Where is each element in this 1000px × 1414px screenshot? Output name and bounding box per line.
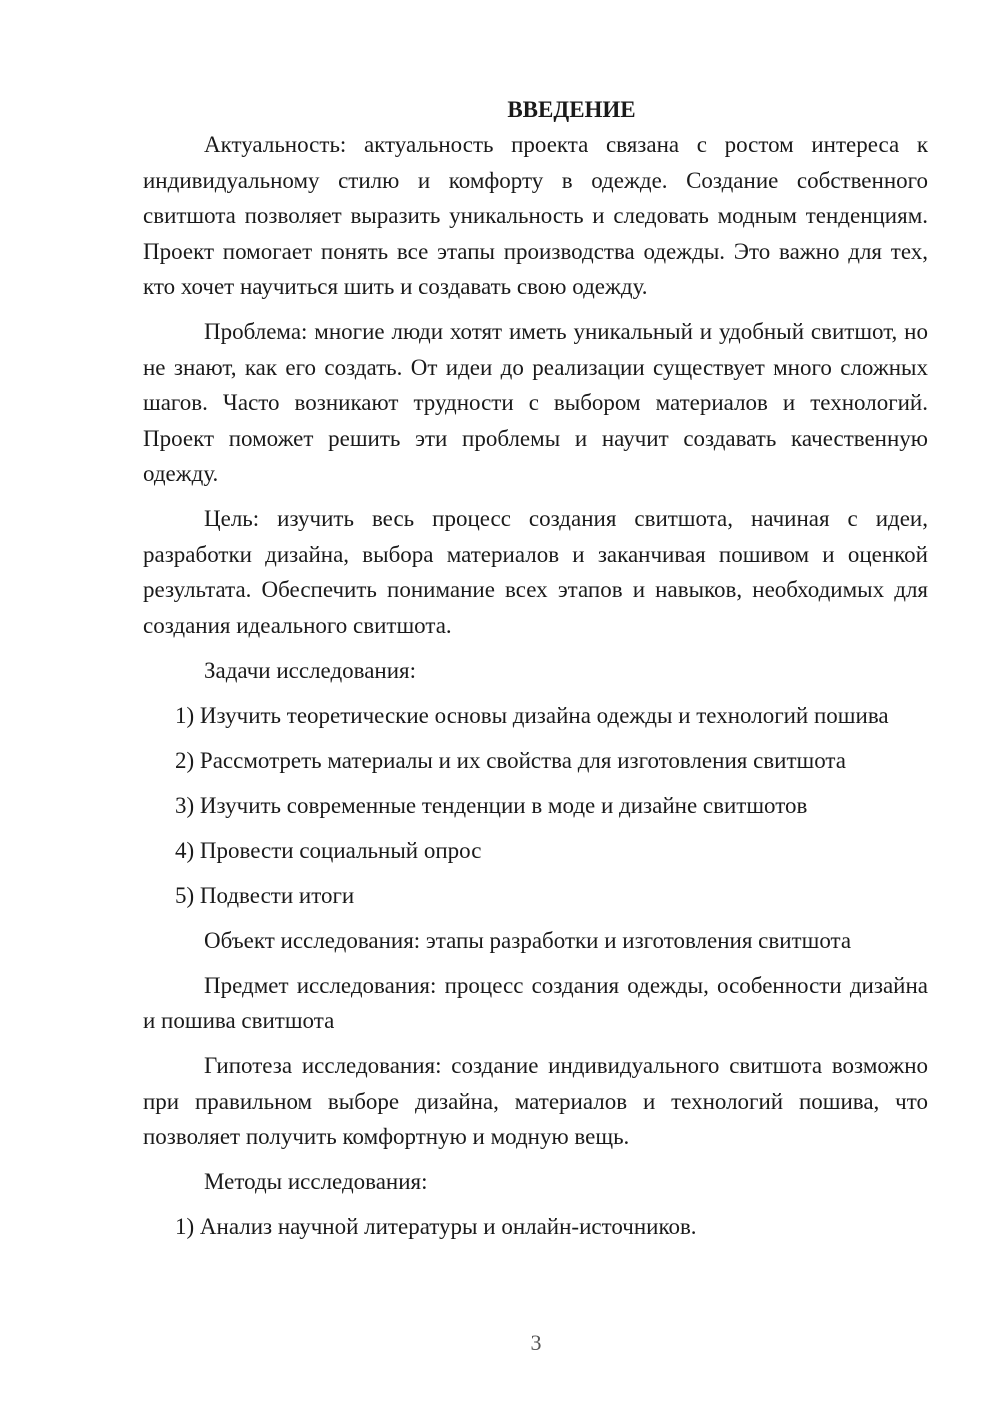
hypothesis-paragraph: Гипотеза исследования: создание индивидуального свитшота возможно при правильном выборе дизайна, материалов и технологий пошива, что позволяет получить комфортную и модную вещь. (143, 1053, 928, 1149)
page-body (143, 92, 928, 1245)
page-heading: ВВЕДЕНИЕ (507, 97, 636, 122)
method-item-1: 1) Анализ научной литературы и онлайн-источников. (175, 1214, 697, 1239)
task-item-1: 1) Изучить теоретические основы дизайна одежды и технологий пошива (175, 702, 889, 728)
methods-title: Методы исследования: (204, 1169, 428, 1194)
tasks-title: Задачи исследования: (204, 657, 417, 683)
goal-paragraph: Цель: изучить весь процесс создания свитшота, начиная с идеи, разработки дизайна, выбора материалов и заканчивая пошивом и оценкой результата. Обеспечить понимание всех этапов и навыков, необходимых для создания идеального свитшота. (143, 506, 928, 638)
page-number: 3 (530, 1330, 542, 1355)
object-paragraph: Объект исследования: этапы разработки и изготовления свитшота (204, 927, 852, 953)
task-item-4: 4) Провести социальный опрос (175, 837, 482, 863)
relevance-paragraph: Актуальность: актуальность проекта связана с ростом интереса к индивидуальному стилю и комфорту в одежде. Создание собственного свитшота позволяет выразить уникальность и следовать модным тенденциям. Проект помогает понять все этапы производства одежды. Это важно для тех, кто хочет научиться шить и создавать свою одежду. (143, 132, 928, 299)
task-item-3: 3) Изучить современные тенденции в моде и дизайне свитшотов (175, 792, 808, 818)
task-item-5: 5) Подвести итоги (175, 882, 355, 908)
problem-paragraph: Проблема: многие люди хотят иметь уникальный и удобный свитшот, но не знают, как его создать. От идеи до реализации существует много сложных шагов. Часто возникают трудности с выбором материалов и технологий. Проект поможет решить эти проблемы и научит создавать качественную одежду. (143, 319, 928, 486)
subject-paragraph: Предмет исследования: процесс создания одежды, особенности дизайна и пошива свитшота (143, 972, 928, 1033)
task-item-2: 2) Рассмотреть материалы и их свойства для изготовления свитшота (175, 747, 846, 773)
